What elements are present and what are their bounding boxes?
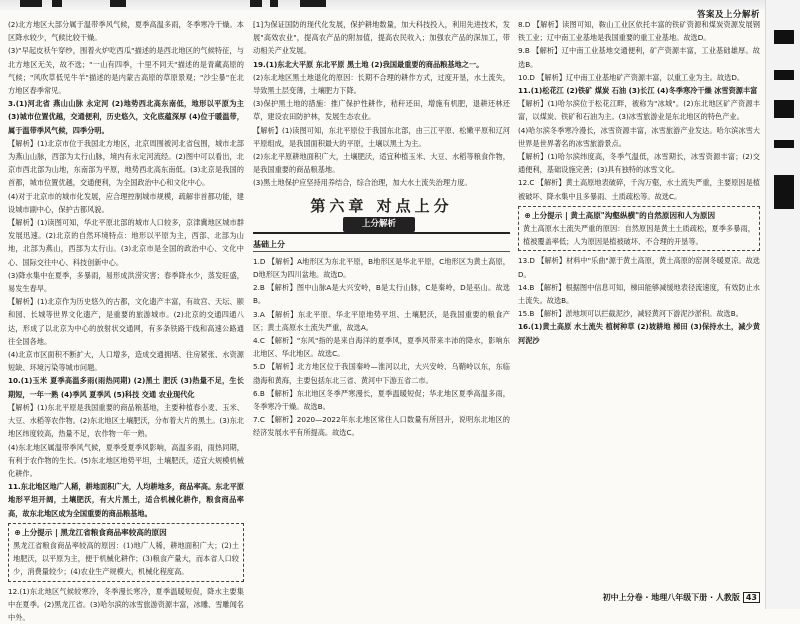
chapter-title: 第六章 对点上分 bbox=[310, 196, 453, 215]
tip-box bbox=[518, 206, 760, 252]
answer-paragraph: 3.(1)河北省 燕山山脉 永定河 (2)地势西北高东南低，地形以平原为主 (3)城市位置优越，交通便利，历史悠久，文化底蕴深厚 (4)位于暖温带，属于温带季风气候，四季分明。 bbox=[8, 99, 244, 135]
answer-paragraph: (4)哈尔滨冬季寒冷漫长，冰雪资源丰富，冰雪旅游产业发达。哈尔滨冰雪大世界是世界著名的冰雪旅游景点。 bbox=[518, 125, 760, 148]
page-footer bbox=[603, 592, 760, 603]
answer-paragraph: (4)北京市区面积不断扩大，人口增多，造成交通拥堵、住房紧张、水资源短缺、环境污染等城市问题。 bbox=[8, 350, 244, 373]
answer-paragraph: 8.D 【解析】读图可知，鞍山工业区依托丰富的铁矿资源和煤炭资源发展钢铁工业；辽中南工业基地是我国重要的重工业基地。故选D。 bbox=[518, 20, 760, 43]
answer-paragraph: 6.B 【解析】东北地区冬季严寒漫长，夏季温暖短促；华北地区夏季高温多雨，冬季寒冷干燥。故选B。 bbox=[253, 388, 510, 412]
answer-paragraph: 13.D 【解析】材料中"乐曲"源于黄土高原，黄土高原的窑洞冬暖夏凉。故选D。 bbox=[518, 256, 760, 279]
answer-paragraph: 15.B 【解析】淤地坝可以拦截泥沙，减轻黄河下游泥沙淤积。故选B。 bbox=[518, 309, 743, 319]
tip-body: 黄土高原水土流失严重的原因：自然原因是黄土土质疏松，夏季多暴雨，植被覆盖率低；人为原因是植被破坏、不合理的开垦等。 bbox=[523, 224, 755, 247]
answer-paragraph: 12.C 【解析】黄土高原地表破碎，千沟万壑，水土流失严重，主要原因是植被破坏、降水集中且多暴雨、土质疏松等。故选C。 bbox=[518, 178, 760, 201]
edge-mark bbox=[774, 30, 794, 44]
answer-paragraph: 【解析】(1)读图可知，华北平原北部的城市人口较多，京津冀地区城市群发展迅速。(2)北京的自然环境特点：地形以平原为主，西部、北部为山地，北部为燕山，西部为太行山。(3)北京市是全国的政治中心、文化中心、国际交往中心、科技创新中心。 bbox=[8, 218, 244, 267]
answer-paragraph: 【解析】(1)东北平原是我国重要的商品粮基地，主要种植春小麦、玉米、大豆、水稻等农作物。(2)东北地区土壤肥沃，分布着大片的黑土。(3)东北地区纬度较高，热量不足，农作物一年一熟。 bbox=[8, 402, 244, 439]
top-band bbox=[0, 0, 800, 10]
answer-paragraph: [1]为保证国防的现代化发展，保护耕地数量，加大科技投入，利用先进技术，发展"高效农业"，提高农产品的附加值，提高农民收入；加强农产品的深加工，带动相关产业发展。 bbox=[253, 20, 510, 56]
answer-paragraph: 1.D 【解析】A地形区为东北平原，B地形区是华北平原，C地形区为黄土高原，D地形区为四川盆地。故选D。 bbox=[253, 256, 510, 280]
section-tag: 上分解析 bbox=[343, 217, 415, 232]
page-number: 43 bbox=[743, 592, 760, 603]
top-registration-marks bbox=[0, 0, 800, 10]
answer-paragraph: (2)北方地区大部分属于温带季风气候，夏季高温多雨，冬季寒冷干燥。本区降水较少，气候比较干燥。 bbox=[8, 20, 244, 43]
tip-title: ⊕上分提示 | 黄土高原"沟壑纵横"的自然原因和人为原因 bbox=[523, 209, 755, 222]
answer-paragraph: (4)对于北京市的城市化发展，应合理控制城市规模，疏解非首都功能，建设城市副中心，保护古都风貌。 bbox=[8, 191, 244, 214]
section-ribbon bbox=[253, 217, 510, 234]
answer-paragraph: 11.(1)松花江 (2)铁矿 煤炭 石油 (3)长江 (4)冬季寒冷干燥 冰雪资源丰富 bbox=[518, 86, 758, 96]
answer-paragraph: 14.B 【解析】根据图中信息可知，梯田能够减缓地表径流速度，有效防止水土流失。故选B。 bbox=[518, 282, 760, 306]
answer-paragraph: 2.B 【解析】图中山脉A是大兴安岭，B是太行山脉，C是秦岭，D是巫山。故选B。 bbox=[253, 283, 510, 306]
tip-body: 黑龙江省粮食商品率较高的原因：(1)地广人稀，耕地面积广大；(2)土地肥沃，以平原为主，便于机械化耕作；(3)粮食产量大，而本省人口较少，消费量较少；(4)农业生产规模大，机械化程度高。 bbox=[13, 540, 239, 577]
answer-paragraph: 【解析】(1)读图可知，东北平原位于我国东北部，由三江平原、松嫩平原和辽河平原组成，是我国面积最大的平原，土壤以黑土为主。 bbox=[253, 125, 510, 148]
answer-paragraph: 3.A 【解析】东北平原、华北平原地势平坦、土壤肥沃，是我国重要的粮食产区；黄土高原水土流失严重，故选A。 bbox=[253, 309, 510, 332]
answer-paragraph: 11.东北地区地广人稀，耕地面积广大，人均耕地多，商品率高。东北平原地形平坦开阔，土壤肥沃，有大片黑土，适合机械化耕作，粮食商品率高，故东北地区成为全国重要的商品粮基地。 bbox=[8, 482, 244, 518]
answer-paragraph: (3)"早起皮袄午穿纱，围着火炉吃西瓜"描述的是西北地区的气候特征，与北方地区无关，故不选；"一山有四季，十里不同天"描述的是青藏高原的气候；"风吹草低见牛羊"描述的是内蒙古高原的草原景观；"沙尘暴"在北方地区春季常见。 bbox=[8, 46, 244, 96]
plus-icon: ⊕ bbox=[14, 527, 21, 537]
answer-paragraph: 7.C 【解析】2020—2022年东北地区常住人口数量有所回升，说明东北地区的经济发展水平有所提高。故选C。 bbox=[253, 415, 510, 438]
answer-paragraph: 9.B 【解析】辽中南工业基地交通便利，矿产资源丰富，工业基础雄厚。故选B。 bbox=[518, 46, 760, 69]
answer-paragraph: 16.(1)黄土高原 水土流失 植树种草 (2)坡耕地 梯田 (3)保持水土，减少黄河泥沙 bbox=[518, 322, 760, 345]
answer-paragraph: 5.D 【解析】北方地区位于我国秦岭—淮河以北，大兴安岭、乌鞘岭以东，东临渤海和黄海，主要包括东北三省、黄河中下游五省二市。 bbox=[253, 362, 510, 385]
edge-mark bbox=[774, 100, 794, 118]
answer-paragraph: (3)降水集中在夏季，多暴雨，易形成洪涝灾害；春季降水少，蒸发旺盛，易发生春旱。 bbox=[8, 270, 244, 294]
edge-mark bbox=[774, 70, 794, 80]
answer-paragraph: 【解析】(1)北京市位于我国北方地区，北京周围被河北省包围，城市北部为燕山山脉，西部为太行山脉，境内有永定河流经。(2)图中可以看出，北京市西北部为山地，东南部为平原，地势西北高东南低。(3)北京是我国的首都，城市位置优越，交通便利，为全国政治中心和文化中心。 bbox=[8, 138, 244, 188]
tip-title: ⊕上分提示 | 黑龙江省粮食商品率较高的原因 bbox=[13, 526, 239, 539]
answer-paragraph: 【解析】(1)哈尔滨纬度高，冬季气温低，冰雪期长，冰雪资源丰富；(2)交通便利，基础设施完善；(3)具有独特的冰雪文化。 bbox=[518, 152, 760, 175]
answer-paragraph: 4.C 【解析】"东风"指的是来自海洋的夏季风，夏季风带来丰沛的降水，影响东北地区、华北地区。故选C。 bbox=[253, 336, 510, 359]
answer-paragraph: (2)东北地区黑土地退化的原因：长期不合理的耕作方式，过度开垦，水土流失，导致黑土层变薄，土壤肥力下降。 bbox=[253, 72, 510, 96]
answer-column-2 bbox=[253, 18, 510, 587]
subsection-heading: 基础上分 bbox=[253, 238, 510, 252]
answer-column-3 bbox=[518, 18, 760, 587]
answer-paragraph: 10.D 【解析】辽中南工业基地矿产资源丰富，以重工业为主。故选D。 bbox=[518, 72, 745, 82]
page-edge bbox=[765, 0, 800, 609]
answer-paragraph: 12.(1)东北地区气候较寒冷，冬季漫长寒冷，夏季温暖短促，降水主要集中在夏季。(2)黑龙江省。(3)哈尔滨的冰雪旅游资源丰富，冰雕、雪雕闻名中外。 bbox=[8, 586, 244, 622]
answer-paragraph: (3)黑土地保护应坚持用养结合，综合治理，加大水土流失治理力度。 bbox=[253, 178, 472, 188]
edge-mark bbox=[774, 175, 794, 209]
answer-paragraph: (2)东北平原耕地面积广大，土壤肥沃，适宜种植玉米、大豆、水稻等粮食作物，是我国重要的商品粮基地。 bbox=[253, 152, 510, 175]
answer-column-1 bbox=[8, 18, 244, 622]
footer-text: 初中上分卷 · 地理八年级下册 · 人教版 bbox=[602, 593, 740, 602]
tip-box bbox=[8, 523, 244, 582]
answer-paragraph: 【解析】(1)北京作为历史悠久的古都，文化遗产丰富，有故宫、天坛、颐和园、长城等世界文化遗产，是重要的旅游城市。(2)北京的交通四通八达，形成了以北京为中心的放射状交通网，有多条铁路干线和高速公路通往全国各地。 bbox=[8, 297, 244, 346]
answer-paragraph: (3)保护黑土地的措施：推广保护性耕作，秸秆还田，增施有机肥，退耕还林还草，建设农田防护林，发展生态农业。 bbox=[253, 99, 510, 122]
answer-paragraph: (4)东北地区属温带季风气候，夏季受夏季风影响，高温多雨，雨热同期，有利于农作物的生长。(5)东北地区地势平坦，土壤肥沃，适宜大规模机械化耕作。 bbox=[8, 442, 244, 478]
plus-icon: ⊕ bbox=[524, 210, 531, 220]
edge-mark bbox=[774, 140, 794, 148]
running-header: 答案及上分解析 bbox=[696, 10, 760, 20]
answer-paragraph: 【解析】(1)哈尔滨位于松花江畔，被称为"冰城"。(2)东北地区矿产资源丰富，以煤炭、铁矿和石油为主。(3)冰雪旅游业是东北地区的特色产业。 bbox=[518, 99, 760, 122]
answer-paragraph: 10.(1)玉米 夏季高温多雨(雨热同期) (2)黑土 肥沃 (3)热量不足，生长期短，一年一熟 (4)季风 夏季风 (5)科技 交通 农业现代化 bbox=[8, 376, 244, 399]
answer-paragraph: 19.(1)东北大平原 东北平原 黑土地 (2)我国最重要的商品粮基地之一。 bbox=[253, 59, 484, 69]
